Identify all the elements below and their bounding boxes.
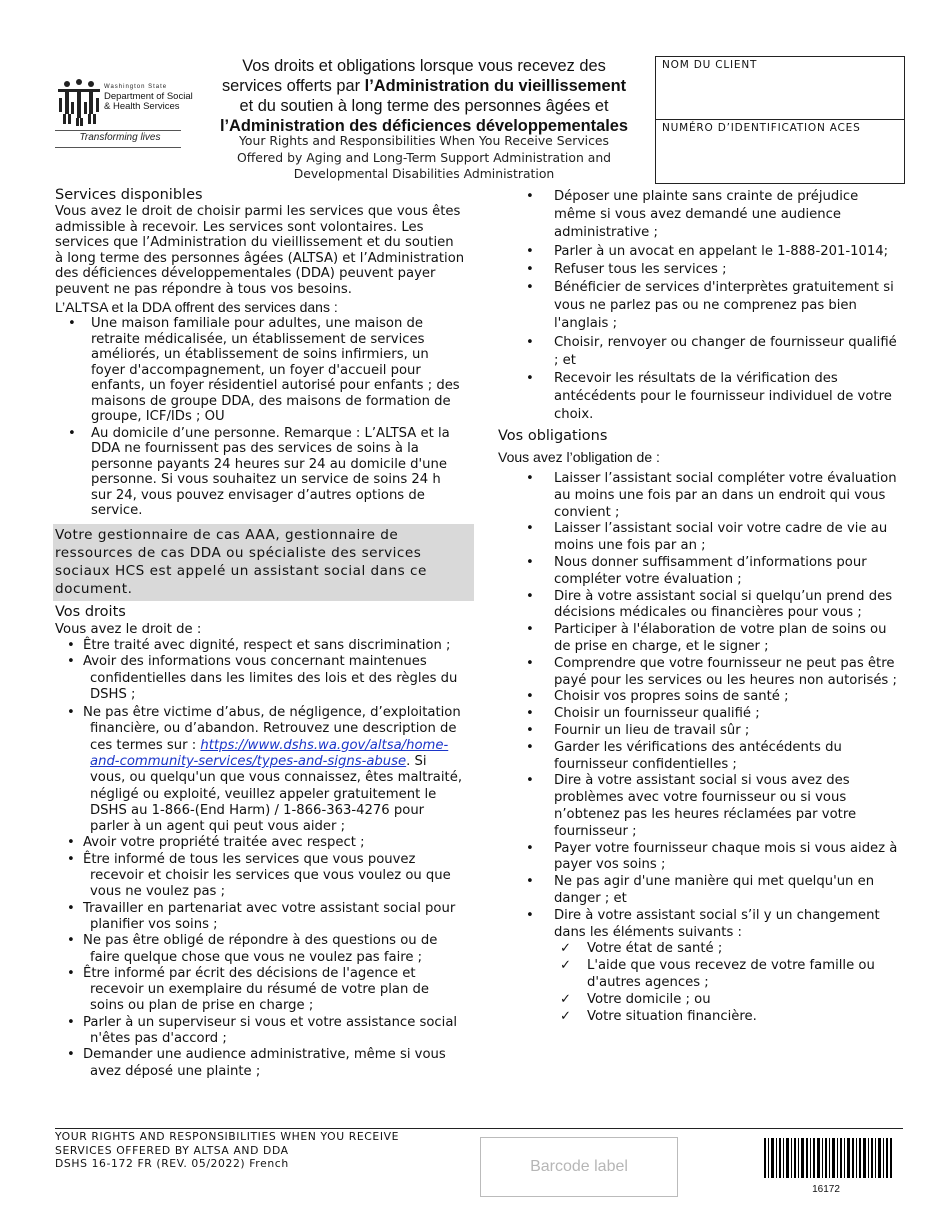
barcode-number: 16172 [812, 1184, 840, 1195]
list-item: • Être informé par écrit des décisions de l'agence et recevoir un exemplaire du résumé de votre plan de soins ou plan de prise en charge ; [55, 966, 465, 1015]
list-item: • Être traité avec dignité, respect et sans discrimination ; [55, 638, 465, 654]
obligations-list [498, 471, 898, 941]
obligations-intro: Vous avez l’obligation de : [498, 448, 660, 465]
changes-checklist [498, 941, 898, 1025]
footer-divider [55, 1128, 903, 1129]
list-item: • Avoir des informations vous concernant maintenues confidentielles dans les limites des lois et des règles du DSHS ; [55, 654, 465, 703]
logo-divider [55, 130, 181, 131]
list-item: • Fournir un lieu de travail sûr ; [498, 723, 898, 740]
list-item: • Parler à un avocat en appelant le 1-888-201-1014; [498, 243, 898, 261]
left-column [55, 186, 465, 1080]
logo-tagline: Transforming lives [79, 132, 161, 143]
rights-intro: Vous avez le droit de : [55, 621, 202, 637]
list-item: • Laisser l’assistant social voir votre cadre de vie au moins une fois par an ; [498, 521, 898, 555]
list-item: • Laisser l’assistant social compléter votre évaluation au moins une fois par an dans un endroit qui vous convient ; [498, 471, 898, 521]
list-item: • Au domicile d’une personne. Remarque : L’ALTSA et la DDA ne fournissent pas des services de soins à la personne payants 24 heures sur 24 au domicile d'une personne. Si vous souhaitez un service de soins 24 h sur 24, vous pouvez envisager d’autres options de service. [55, 426, 465, 519]
obligations-heading: Vos obligations [498, 427, 608, 444]
check-item: ✓ Votre situation financière. [498, 1009, 898, 1026]
right-column [498, 188, 898, 1025]
list-item: • Ne pas agir d'une manière qui met quelqu'un en danger ; et [498, 874, 898, 908]
list-item: • Être informé de tous les services que vous pouvez recevoir et choisir les services que vous voulez ou que vous ne voulez pas ; [55, 852, 465, 901]
rights-list-continued [498, 188, 898, 425]
logo-state: Washington State [104, 84, 168, 90]
barcode-icon [764, 1138, 894, 1178]
services-intro: Vous avez le droit de choisir parmi les services que vous êtes admissible à recevoir. Les services sont volontaires. Les services que l’Administration du vieillissement et du soutien à long terme des personnes âgées (ALTSA) et l’Administration des déficiences développementales (DDA) peuvent payer peuvent ne pas répondre à tous vos besoins. [55, 204, 465, 297]
list-item: • Dire à votre assistant social s’il y un changement dans les éléments suivants : [498, 908, 898, 942]
aces-id-field[interactable]: NUMÉRO D’IDENTIFICATION ACES [656, 119, 904, 181]
list-item: • Choisir vos propres soins de santé ; [498, 689, 898, 706]
list-item: • Travailler en partenariat avec votre assistant social pour planifier vos soins ; [55, 901, 465, 934]
list-item: • Demander une audience administrative, même si vous avez déposé une plainte ; [55, 1047, 465, 1080]
document-title: Vos droits et obligations lorsque vous recevez des services offerts par l’Administration du vieillissement et du soutien à long terme des personnes âgées et l’Administration des déficiences développementales [219, 57, 629, 135]
rights-heading: Vos droits [55, 603, 126, 620]
list-item: • Comprendre que votre fournisseur ne peut pas être payé pour les services ou les heures non autorisés ; [498, 656, 898, 690]
barcode-label-box: Barcode label [480, 1137, 678, 1197]
document-subtitle: Your Rights and Responsibilities When You Receive Services Offered by Aging and Long-Term Support Administration and Developmental Disabilities Administration [236, 133, 612, 181]
list-item: • Bénéficier de services d'interprètes gratuitement si vous ne parlez pas ou ne comprenez pas bien l'anglais ; [498, 279, 898, 334]
list-item: • Ne pas être victime d’abus, de négligence, d’exploitation financière, ou d’abandon. Retrouvez une description de ces termes sur : https://www.dshs.wa.gov/altsa/home-and-community-services/types-and-signs-abuse. Si vous, ou quelqu'un que vous connaissez, êtes maltraité, négligé ou exploité, veuillez appeler gratuitement le DSHS au 1-866-(End Harm) / 1-866-363-4276 pour parler à un agent qui peut vous aider ; [55, 705, 465, 835]
list-item: • Ne pas être obligé de répondre à des questions ou de faire quelque chose que vous ne voulez pas faire ; [55, 933, 465, 966]
list-item: • Avoir votre propriété traitée avec respect ; [55, 835, 465, 851]
services-offer-label: L’ALTSA et la DDA offrent des services dans : [55, 299, 338, 315]
abuse-info-link[interactable]: https://www.dshs.wa.gov/altsa/home-and-community-services/types-and-signs-abuse [90, 737, 449, 769]
footer-form-info: YOUR RIGHTS AND RESPONSIBILITIES WHEN YOU RECEIVE SERVICES OFFERED BY ALTSA AND DDA DSHS 16-172 FR (REV. 05/2022) French [55, 1130, 400, 1170]
client-id-box [655, 56, 905, 184]
people-icon [55, 78, 103, 130]
list-item: • Parler à un superviseur si vous et votre assistance social n'êtes pas d'accord ; [55, 1015, 465, 1048]
list-item: • Une maison familiale pour adultes, une maison de retraite médicalisée, un établissement de services améliorés, un établissement de soins infirmiers, un foyer d'accompagnement, un foyer d'accueil pour enfants, un foyer résidentiel autorisé pour enfants ; des maisons de groupe DDA, des maisons de formation de groupe, ICF/IDs ; OU [55, 316, 465, 425]
list-item: • Choisir un fournisseur qualifié ; [498, 706, 898, 723]
list-item: • Refuser tous les services ; [498, 261, 898, 279]
logo-divider [55, 147, 181, 148]
list-item: • Dire à votre assistant social si vous avez des problèmes avec votre fournisseur ou si vous n’obtenez pas les heures réclamées par votre fournisseur ; [498, 773, 898, 840]
services-heading: Services disponibles [55, 187, 203, 203]
list-item: • Déposer une plainte sans crainte de préjudice même si vous avez demandé une audience administrative ; [498, 188, 898, 243]
rights-list [55, 638, 465, 1080]
list-item: • Recevoir les résultats de la vérification des antécédents pour le fournisseur individuel de votre choix. [498, 370, 898, 425]
list-item: • Participer à l'élaboration de votre plan de soins ou de prise en charge, et le signer ; [498, 622, 898, 656]
list-item: • Choisir, renvoyer ou changer de fournisseur qualifié ; et [498, 334, 898, 370]
check-item: ✓ L'aide que vous recevez de votre famille ou d'autres agences ; [498, 958, 898, 992]
list-item: • Garder les vérifications des antécédents du fournisseur confidentielles ; [498, 740, 898, 774]
logo-department: Department of Social & Health Services [104, 91, 193, 112]
list-item: • Dire à votre assistant social si quelqu’un prend des décisions médicales ou financières pour vous ; [498, 589, 898, 623]
check-item: ✓ Votre état de santé ; [498, 941, 898, 958]
client-name-field[interactable]: NOM DU CLIENT [662, 59, 758, 71]
check-item: ✓ Votre domicile ; ou [498, 992, 898, 1009]
caseworker-note: Votre gestionnaire de cas AAA, gestionnaire de ressources de cas DDA ou spécialiste des services sociaux HCS est appelé un assistant social dans ce document. [53, 524, 474, 601]
services-list [55, 316, 465, 519]
list-item: • Nous donner suffisamment d’informations pour compléter votre évaluation ; [498, 555, 898, 589]
list-item: • Payer votre fournisseur chaque mois si vous aidez à payer vos soins ; [498, 841, 898, 875]
